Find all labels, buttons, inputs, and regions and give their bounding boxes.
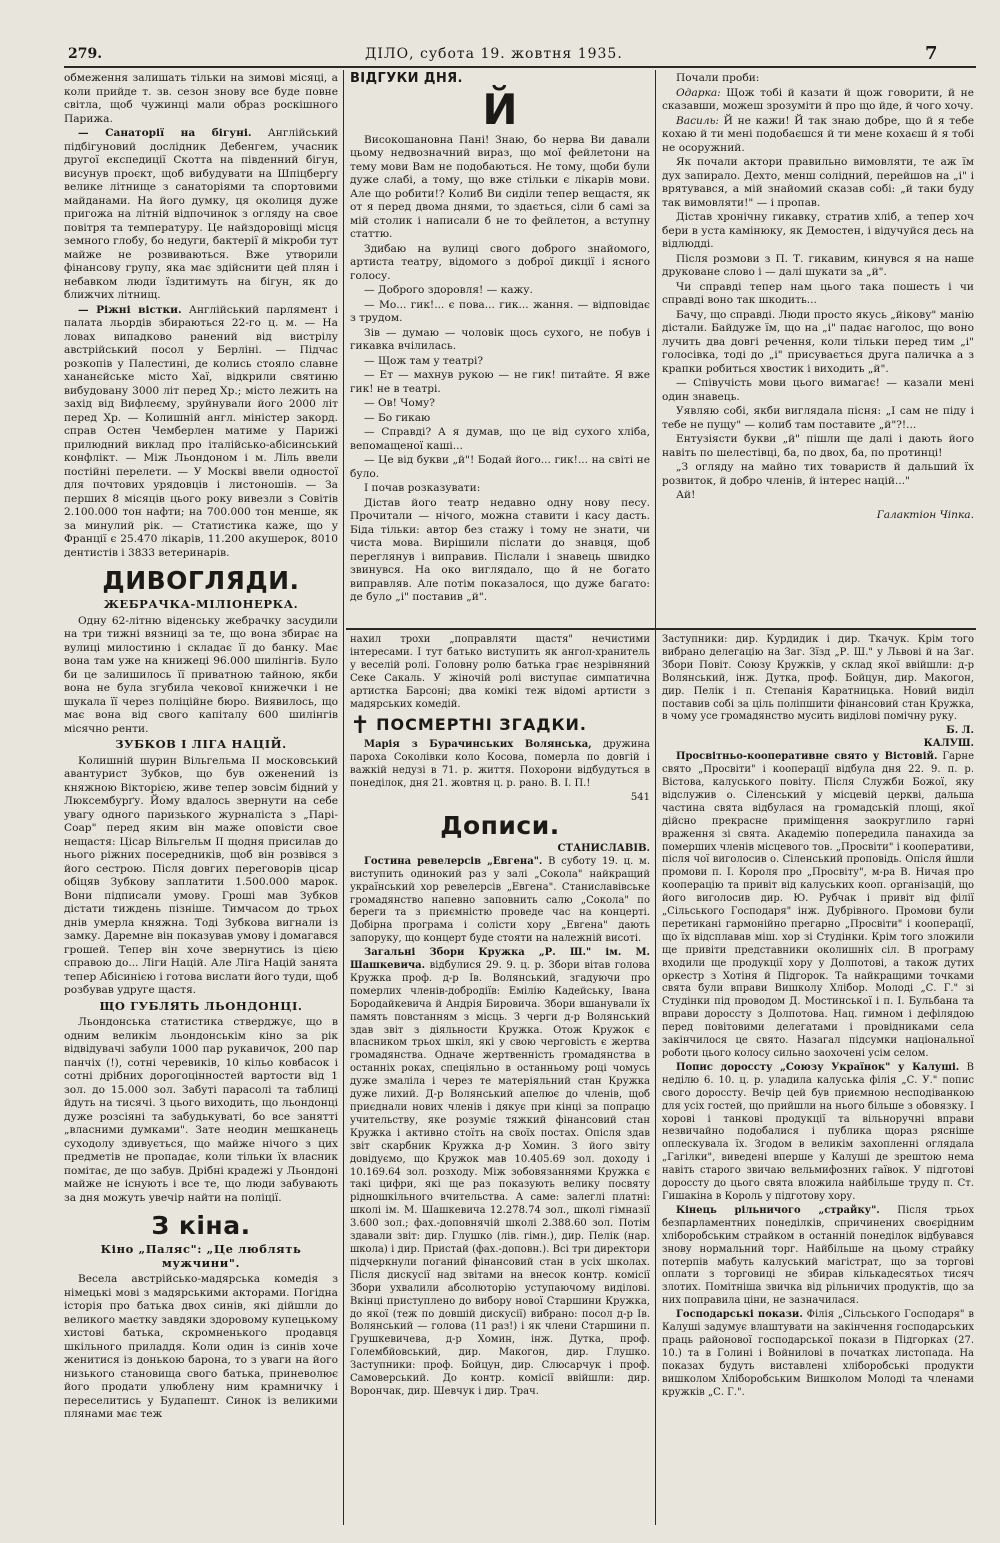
article-news-lead: — Ріжні вістки. (78, 303, 182, 316)
report-assembly (350, 947, 650, 1399)
section-heading-cinema: З кіна. (151, 1211, 251, 1240)
city-kalush: КАЛУШ. (923, 738, 974, 750)
column-left (64, 72, 338, 1532)
dialogue-line: І почав розказувати: (364, 482, 481, 494)
feuilleton-para: „З огляду на майно тих товариств й дальший їх розвиток, й добро членів, й інтерес націй..." (662, 461, 974, 487)
feuilleton-para: Дістав хронічну гикавку, стратив хліб, а тепер хоч бери в уста камінюку, як Демостен, і відучуйся десь на відлюдді. (662, 211, 974, 250)
article-sanatoria-lead: — Санаторії на бігуні. (78, 127, 252, 139)
page-number: 279. (68, 46, 103, 62)
article-zubkov: Колишній шурин Вільгельма ІІ московський авантурист Зубков, що був оженений із княжною Вікторією, живе тепер зовсім бідний у Люксембурґу. Йому вдалось звернути на себе увагу одного паризького журналіста з „Парі-Соар" перед яким він маже оповісти свое нещастя: Цісар Вільгельм ІІ щодня присилав до нього ріжних посередників, щоб він розвівся з його сестрою. Після довгих переговорів цісар обіцяв Зубкову заплатити 1.500.000 марок. Вони підписали умову. Гроші мав Зубков дістати тиждень пізніше. Тимчасом до трьох днів умерла княжна. Тоді Зубкова вигнали із замку. Даремне він показував умову і домагався грошей. Тепер він хоче звернутись із цією справою до... Ліги Націй. Але Ліга Націй занята тепер Абісинією і готова вислати його туди, щоб розбував удруге щастя. (64, 754, 338, 996)
feuilleton-para: — Співучість мови цього вимагає! — казали мені один знавець. (662, 377, 974, 403)
dialogue-line: — Щож там у театрі? (364, 354, 484, 367)
subheading-london: ЩО ГУБЛЯТЬ ЛЬОНДОНЦІ. (99, 998, 303, 1013)
report-revelers (350, 856, 650, 946)
dialogue-odarka (662, 87, 974, 114)
cross-icon: ✝ (350, 711, 371, 740)
section-heading-curiosities: ДИВОГЛЯДИ. (102, 566, 300, 595)
report-revelers-body: В суботу 19. ц. м. виступить одинокий раз у залі „Сокола" найкращий український хор ревелерсів „Евгена". Станиславівське громадянство напевно заповнить салю „Сокола" по береги та з приємністю проведе час на концерті. Добірна програма і солісти хору „Евгена" дають запоруку, що концерт буде стояти на належній висоті. (350, 855, 650, 945)
dialogue-vasyl (662, 115, 974, 156)
section-heading-reports: Дописи. (440, 810, 560, 840)
obituary-number: 541 (630, 791, 650, 803)
feuilleton-para: Чи справді тепер нам цього така пошесть і чи справді воно так шкодить... (662, 280, 974, 306)
obituary-text (350, 739, 650, 791)
speaker-odarka: Одарка: (676, 86, 721, 99)
article-paris-end: обмеження залишать тільки на зимові місяці, а коли прийде т. зв. сезон знову все буде повне світла, щоб чужинці мали образ роскішного Парижа. (64, 72, 338, 125)
report-festival-lead: Просвітньо-кооперативне свято у Вістовій. (676, 751, 938, 763)
report-union (662, 1062, 974, 1204)
article-sanatoria-body: Англійський підбігуновий дослідник Дебенгем, учасник другої експедиції Скотта на південний бігун, висунув проєкт, щоб вибудувати на Шпіцберґу велике літнище з санаторіями та спортовими майданами. На його думку, ця околиця дуже пригожа на літній відпочинок з огляду на свое повітря та температуру. Це найздоровіщі місця земного глобу, бо недуги, бактерії й мікроби тут майже не розвиваються. Вже утворили фінансову групу, яка має здійснити цей плян і небавком люди їздитимуть на бігун, як до ближчих літнищ. (64, 127, 338, 301)
section-rule (346, 628, 976, 630)
obituary-title: ПОСМЕРТНІ ЗГАДКИ. (376, 715, 587, 735)
report-revelers-lead: Гостина ревелерсів „Евгена". (364, 855, 543, 867)
report-festival (662, 751, 974, 1061)
author-initials: Б. Л. (946, 725, 974, 737)
feuilleton-para: Почали проби: (676, 72, 760, 84)
report-shows-body: Філія „Сільського Господаря" в Калуші задумує влаштувати на закінчення господарських праць районової господарської покази в Підгорках (27. 10.) та в Голині і Войнилові в початках листопада. На показах будуть виставлені хліборобські продукти вишколом Хліборобським Вишколом Молоді та членами кружків „С. Г.". (662, 1309, 974, 1398)
article-cinema-end: нахил трохи „поправляти щастя" нечистими інтересами. І тут батько виступить як ангол-хранитель у веселій ролі. Головну ролю батька грає незрівняний Секе Сакаль. У жіночій ролі виступає симпатична артистка Барсоні; два комікі теж відомі артисти з мадярських комедій. (350, 634, 650, 710)
speaker-vasyl: Василь: (676, 114, 719, 127)
column-divider (655, 70, 656, 1525)
feuilleton-part1 (350, 72, 650, 624)
feuilleton-para: Ентузіясти букви „й" пішли ще далі і дають його навіть по шелестівці, ба, по двох, ба, по протинці! (662, 433, 974, 459)
report-shows (662, 1309, 974, 1399)
feuilleton-part2 (662, 72, 974, 624)
dialogue-line: — Ет — махнув рукою — не гик! питайте. Я вже гик! не в театрі. (350, 369, 650, 395)
dialogue-line: — Це від букви „й"! Бодай його... гик!... на світі не було. (350, 454, 650, 480)
page-marker: 7 (925, 43, 938, 64)
report-assembly-end: Заступники: дир. Курдидик і дир. Ткачук. Крім того вибрано делегацію на Заг. Зїзд „Р. Ш." у Львові й на Заг. Збори Повіт. Союзу Кружків, у склад якої ввійшли: д-р Волянський, інж. Дутка, проф. Бойцун, дир. Макогон, дир. Пелік і п. Степанія Каратницька. Новий виділ поставив собі за ціль поліпшити фінансовий стан Кружка, в чому усе громадянство мусить виділові помічну руку. (662, 634, 974, 723)
report-union-body: В неділю 6. 10. ц. р. уладила калуська філія „С. У." попис свого дороссту. Вечір цей був приємною несподіванкою для усіх гостей, що прийшли на нього більше з обовязку. І хорові і танкові продукції та вільноручні вправи незвичайно подобалися і публика щораз рясніше оплескувала їх. Згодом в великім захопленні оглядала „Гагілки", виведені вперше у Калуші де зрештою нема навіть старого звичаю вельмифозних гаївок. У підготові дороссту до цього свята вложила найбільше труду п. Ст. Гишакіна в Король у підготову хору. (662, 1061, 974, 1202)
city-stanyslaviv: СТАНИСЛАВІВ. (557, 842, 650, 854)
author-signature: Галактіон Чіпка. (876, 508, 974, 521)
article-sanatoria (64, 127, 338, 303)
feuilleton-para: Дістав його театр недавно одну нову песу. Прочитали — нічого, можна ставити і касу дасть. Біда тільки: автор без стажу і тому не знати, чи чиста мова. Вирішили післати до знавця, щоб переглянув і виправив. Післали і знавець швидко звинувся. На око виглядало, що й не богато виправляв. Але потім показалося, що дуже багато: де було „і" поставив „й". (350, 496, 650, 603)
feuilleton-para: Уявляю собі, якби виглядала пісня: „І сам не піду і тебе не пущу" — колиб там поставите „й"?!... (662, 405, 974, 431)
masthead-line: ДІЛО, субота 19. жовтня 1935. (365, 46, 623, 62)
feuilleton-para: Високошановна Пані! Знаю, бо нерва Ви давали цьому недвозначний вираз, що мої фейлетони на тему мови Вам не подобаються. Не тому, щоби були дуже слабі, а тому, що вже стільки є лікарів мови. Але що робити!? Колиб Ви сиділи тепер вещастя, як от я перед двома днями, то здається, сіли б самі за мій столик і написали б не то фейлетон, а вступну статтю. (350, 133, 650, 240)
feuilleton-title-letter: Й (482, 84, 518, 134)
dialogue-line: — Мо... гик!... є пова... гик... жання. — відповідає з трудом. (350, 298, 650, 324)
report-strike-lead: Кінець рільничого „страйку". (676, 1204, 880, 1216)
report-shows-lead: Господарські покази. (676, 1309, 803, 1321)
dialogue-line: — Доброго здоровля! — кажу. (364, 284, 533, 296)
dialogue-line: — Бо гикаю (364, 411, 431, 424)
article-beggar: Одну 62-літню віденську жебрачку засудили на три тижні вязниці за те, що вона збирає на вулиці милостиню і складає її до банку. Має вона там уже на книжеці 96.000 шилінгів. Було би це залишилось її приватною тайною, якби вона не була згубила чекової книжечки і не шукала її через поліційне бюро. Виявилось, що має вона від свого капіталу 600 шилінгів місячно ренти. (64, 614, 338, 735)
feuilleton-para: Як почали актори правильно вимовляти, те аж їм дух запирало. Дехто, менш солідний, перейшов на „і" і врятувався, а мій знайомий сказав собі: „й таки буду так вимовляти!" — і пропав. (662, 156, 974, 209)
report-assembly-body: відбулися 29. 9. ц. р. Збори вітав голова Кружка проф. д-р Ів. Волянський, згадуючи про померлих членів-добродіїв: Емілію Кадейську, Івана Бородайкевича й Андрія Бировича. Збори вшанували їх память повстанням з місць. З черги д-р Волянський здав звіт з діяльности Кружка. Отож Кружок є власником трьох шкіл, які у свою черговість є жертва громадянства. Одначе жертвенність громадянства в останніх роках, спеціяльно в останньому році чомусь дуже змаліла і через те матеріяльний стан Кружка дуже лихий. Д-р Волянський апелює до членів, щоб приєднали нових членів і дякує при кінці за попрацю учительству, яке розуміє тяжкий фінансовий стан Кружка і активно стоїть на своїх постах. Опісля здав звіт скарбник Кружка д-р Хомин. З його звіту довідуємо, що Кружок мав 10.405.69 зол. доходу і 10.169.64 зол. розходу. Між зобовязаннями Кружка є такі цифри, які ще раз показують велику посвяту рідношкільного вчительства. А саме: залеглі платні: школі ім. М. Шашкевича 12.278.74 зол., школі гімназії 3.600 зол.; фах.-доповнячій школі 2.388.60 зол. Потім здавали звіт: дир. Глушко (лів. гімн.), дир. Пелік (нар. школа) і дир. Пристай (фах.-доповн.). Всі три директори підчеркнули поганий фінансовий стан в усіх школах. Після дискусії над звітами на внесок контр. комісії Збори ухвалили абсолюторію уступаючому виділові. Вкінці приступлено до вибору нової Старшини Кружка, до якої (теж по довшій дискусії) вибрано: посол д-р Ів. Волянський — голова (11 раз!) і як члени Старшини п. Грушкевичева, д-р Хомин, інж. Дутка, проф. Голембйовський, дир. Макогон, дир. Глушко. Заступники: проф. Бойцун, дир. Слюсарчук і проф. Самоверський. До контр. комісії ввійшли: дир. Ворончак, дир. Шевчук і дир. Трач. (350, 960, 650, 1397)
report-strike-body: Після трьох безпарламентних понеділків, спричинених своєрідним хліборобським страйком в останній понеділок відбувався знову нормальний торг. Найбільше на цьому страйку потерпів мабуть калуський магістрат, що за торгові оплати з торговиці не збирав кількадесятьох тисяч злотих. Помітніша звичка від рільничих продуктів, що за них поправила ціни, не зазначилася. (662, 1204, 974, 1307)
column-middle-lower (350, 634, 650, 1534)
feuilleton-para: Після розмови з П. Т. гикавим, кинувся я на наше друковане слово і — далі шукати за „й". (662, 252, 974, 278)
header-rule (64, 66, 976, 68)
section-heading-responses: ВІДГУКИ ДНЯ. (350, 72, 463, 86)
article-news (64, 304, 338, 561)
article-london: Льондонська статистика стверджує, що в одним великім льондонськім кіно за рік відвідувачі забули 1000 пар рукавичок, 200 пар панчіх (!), сотні черевиків, 10 кільо ковбасок і сотні дрібних дорогоцінностей вартости від 1 зол. до 15.000 зол. Забуті парасолі та таблиці йдуть на тисячі. З цього виходить, що льондонці дуже розсіяні та забудькуваті, бо все занятті „власними думками". Зате неодин мешканець суходолу здивується, що майже нічого з цих предметів не пропадає, коли тільки їх власник помітає, де що забув. Дрібні крадежі у Льондоні майже не існують і все те, що люди забувають за дня можуть увечір найти на поліції. (64, 1016, 338, 1204)
column-right-lower (662, 634, 974, 1534)
line-vasyl: Й не кажи! Й так знаю добре, що й я тебе кохаю й ти мені подобаєшся й ти мене кохаєш й я тобі не осоружний. (662, 114, 974, 154)
subheading-beggar: ЖЕБРАЧКА-МІЛІОНЕРКА. (103, 597, 299, 611)
line-odarka: Щож тобі й казати й щож говорити, й не сказавши, можеш зрозуміти й про що йде, й чого хочу. (662, 86, 974, 112)
feuilleton-para: Бачу, що справді. Люди просто якусь „йікову" манію дістали. Байдуже їм, що на „і" падає наголос, що воно лучить два довгі речення, коли тільки перед тим „і" голосівка, тоді до „і" присувається друга паличка а з крапки робиться хвостик і виходить „й". (662, 308, 974, 375)
column-divider (343, 70, 344, 1525)
obituary-body: дружина пароха Соколівки коло Косова, померла по довгій і важкій недузі в 71. р. життя. Похорони відбудуться в понеділок, дня 21. жовтня ц. р. рано. В. І. П.! (350, 739, 650, 790)
report-union-lead: Попис дороссту „Союзу Українок" у Калуші. (676, 1061, 960, 1073)
obituary-heading (350, 711, 650, 740)
report-strike (662, 1205, 974, 1308)
feuilleton-para: Здибаю на вулиці свого доброго знайомого, артиста театру, відомого з доброї дикції і ясного голосу. (350, 242, 650, 282)
report-assembly-lead: Загальні Збори Кружка „Р. Ш." ім. М. Шашкевича. (350, 947, 650, 972)
dialogue-line: Зів — думаю — чоловік щось сухого, не побув і гикавка вчілилась. (350, 326, 650, 352)
subheading-zubkov: ЗУБКОВ І ЛІГА НАЦІЙ. (115, 737, 287, 751)
feuilleton-para: Ай! (676, 489, 696, 501)
article-news-body: Англійський парлямент і палата льордів збираються 22-го ц. м. — На ловах випадково ранений від вистрілу австрійський посол у Берліні. — Підчас розкопів у Палестині, де колись стояло славне хананєйське місто Хаї, відкрили святиню вибудовану 3000 літ перед Хр.; місто лежить на захід від Вифлеєму, зруйнували його 2000 літ перед Хр. — Колишній англ. міністер закорд. справ Остен Чемберлен матиме у Парижі прилюдний виклад про італійсько-абісинський конфлікт. — Між Льондоном і м. Ліль ввели постійні перелети. — У Москві ввели одностої для почтових урядовців і листоношів. — За перших 8 місяців цього року вивезли з Совітів 2.100.000 тон нафти; на 700.000 тон менше, як за минулий рік. — Статистика каже, що у Франції є 25.470 лікарів, 11.200 акушерок, 8010 дентистів і 3833 ветеринарів. (64, 303, 338, 559)
obituary-name: Марія з Бурачинських Волянська, (364, 739, 592, 751)
dialogue-line: — Ов! Чому? (364, 397, 435, 409)
report-festival-body: Гарне свято „Просвіти" і кооперації відбула дня 22. 9. п. р. Вістова, калуського повіту. Після Служби Божої, яку відслужив о. Сіленський у місцевій церкві, дальша частина свята відбулася на громадській площі, якої дійсно прекрасне приміщення заокруглило гарні враження зі свята. Академію попередила панахида за померших членів місцевого тов. „Просвіти" і кооперативи, після чої виголосив о. Сіленський проповідь. Опісля йшли промови п. І. Короля про „Просвіту", м-ра В. Ничая про кооперацію та привіт від калуських кооп. організацій, що його виголосив дир. Ю. Рубчак і привіт від філії „Сільського Господаря" інж. Дубрівного. Промови були перетикані гармонійно прегарно „Просвіти" і кооперації, що їх відсплавав міш. хор зі Студінки. Крім того зложили ще привіти представники околишніх сіл. В програму входили ще продукції хору у Долпотові, а також дутих оркестр з Хотіня й Підгорок. Та найкращими точками свята були вправи Вишколу Хлібор. Молоді „С. Г." зі Студінки під проводом Д. Мостинської і п. І. Бульбана та вправи дороссту з Долпотова. Нац. гимном і дефілядою перед повітовими делегатами і провідниками села закінчилося це свято. Назагал підсумки національної роботи цього колосу сильно заохочені усім селом. (662, 751, 974, 1059)
subheading-cinema: Кіно „Паляс": „Це люблять мужчини". (100, 1242, 302, 1270)
dialogue-line: — Справді? А я думав, що це від сухого хліба, вепомащеної каші... (350, 426, 650, 452)
article-cinema: Весела австрійсько-мадярська комедія з німецькі мові з мадярськими акторами. Погідна історія про батька двох синів, які дійшли до великого маєтку завдяки здоровому купецькому хистові батька, скромненького продавця шкільного приладдя. Коли один із синів хоче женитися із донькою барона, то з уваги на його низького становища свого батька, приневолює його продати улюблену ним крамничку і переселитись у Будапешт. Синок із великими плянами має теж (64, 1273, 338, 1420)
